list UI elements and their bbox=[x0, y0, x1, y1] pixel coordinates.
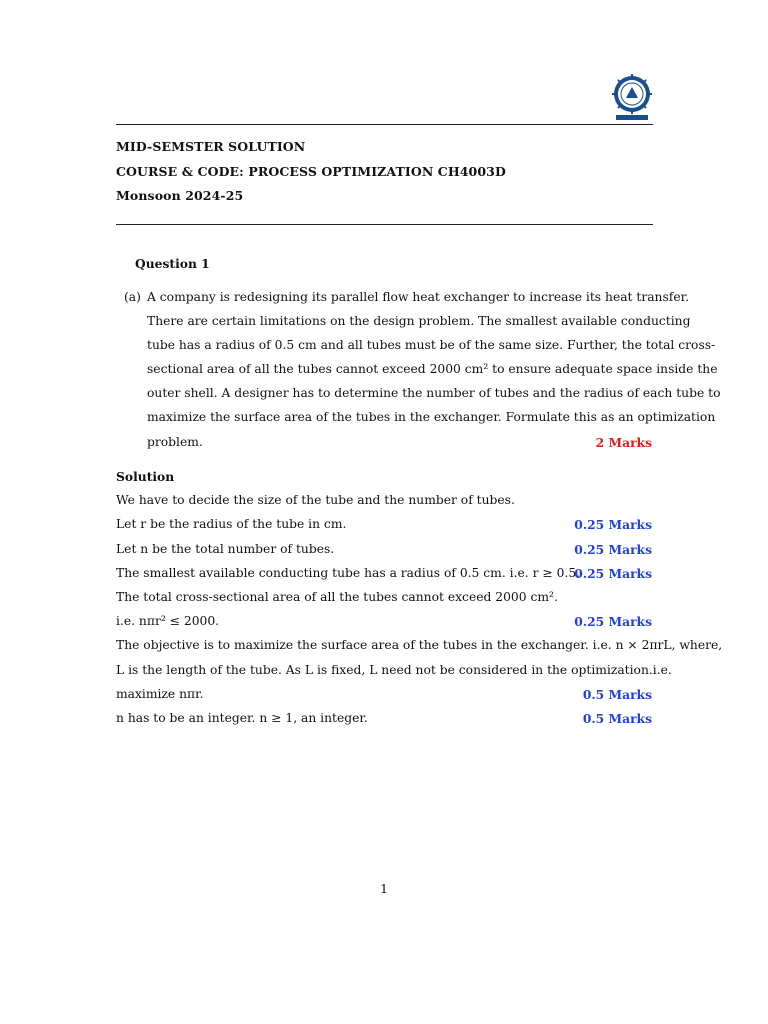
question-marks: 2 Marks bbox=[595, 435, 652, 450]
course-code: COURSE & CODE: PROCESS OPTIMIZATION CH4003D bbox=[116, 164, 506, 179]
question-line: A company is redesigning its parallel flow heat exchanger to increase its heat transfer. bbox=[147, 290, 690, 304]
solution-marks: 0.25 Marks bbox=[574, 614, 652, 629]
question-line: maximize the surface area of the tubes in the exchanger. Formulate this as an optimization bbox=[147, 410, 716, 424]
solution-marks: 0.25 Marks bbox=[574, 566, 652, 581]
question-title: Question 1 bbox=[135, 256, 210, 271]
solution-line: The smallest available conducting tube has a radius of 0.5 cm. i.e. r ≥ 0.5. bbox=[116, 566, 581, 580]
solution-marks: 0.5 Marks bbox=[582, 711, 652, 726]
solution-marks: 0.25 Marks bbox=[574, 542, 652, 557]
solution-line: Let n be the total number of tubes. bbox=[116, 542, 335, 556]
solution-line: The total cross-sectional area of all the tubes cannot exceed 2000 cm². bbox=[116, 590, 558, 604]
solution-line: Let r be the radius of the tube in cm. bbox=[116, 517, 347, 531]
solution-line: maximize nπr. bbox=[116, 687, 204, 701]
document-title: MID-SEMSTER SOLUTION bbox=[116, 139, 306, 154]
institute-seal-icon bbox=[612, 74, 652, 122]
solution-title: Solution bbox=[116, 469, 175, 484]
solution-line: We have to decide the size of the tube and the number of tubes. bbox=[116, 493, 515, 507]
header-bottom-rule bbox=[116, 224, 653, 225]
solution-marks: 0.5 Marks bbox=[582, 687, 652, 702]
solution-line: n has to be an integer. n ≥ 1, an integer. bbox=[116, 711, 368, 725]
question-line: tube has a radius of 0.5 cm and all tubes must be of the same size. Further, the total cross- bbox=[147, 338, 716, 352]
question-line: There are certain limitations on the design problem. The smallest available conducting bbox=[147, 314, 691, 328]
page-number: 1 bbox=[380, 882, 388, 896]
question-line: problem. bbox=[147, 435, 203, 449]
question-line: outer shell. A designer has to determine the number of tubes and the radius of each tube to bbox=[147, 386, 721, 400]
solution-marks: 0.25 Marks bbox=[574, 517, 652, 532]
term: Monsoon 2024-25 bbox=[116, 188, 244, 203]
solution-line: i.e. nπr² ≤ 2000. bbox=[116, 614, 220, 628]
header-top-rule bbox=[116, 124, 653, 125]
institute-logo bbox=[612, 74, 652, 122]
solution-line: L is the length of the tube. As L is fixed, L need not be considered in the optimization.i.e. bbox=[116, 663, 672, 677]
question-part-label: (a) bbox=[124, 290, 141, 304]
solution-line: The objective is to maximize the surface area of the tubes in the exchanger. i.e. n × 2πrL, where, bbox=[116, 638, 723, 652]
question-line: sectional area of all the tubes cannot exceed 2000 cm² to ensure adequate space inside the bbox=[147, 362, 718, 376]
